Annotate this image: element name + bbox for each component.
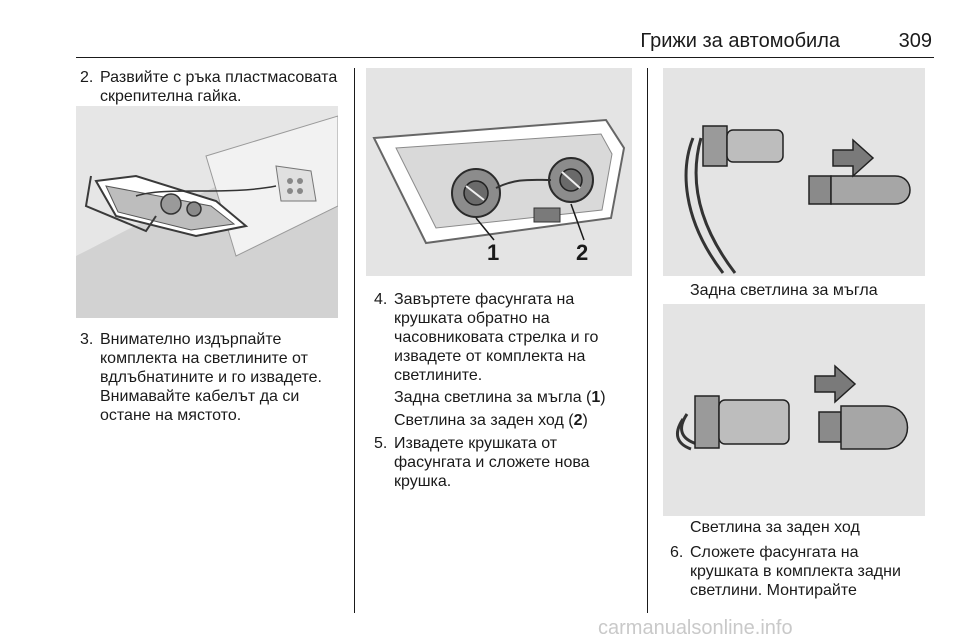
step-line: извадете от комплекта на xyxy=(394,348,586,365)
step-line: Сложете фасунгата на xyxy=(690,544,859,561)
bulb-sockets-illustration xyxy=(366,68,632,276)
step-line: Завъртете фасунгата на xyxy=(394,291,575,308)
reverse-light-reference xyxy=(394,411,644,430)
figure-label-1: 1 xyxy=(487,240,500,265)
header-divider xyxy=(76,57,934,58)
fog-light-reference xyxy=(394,388,644,407)
step-line: Извадете крушката от xyxy=(394,435,558,452)
taillight-removal-illustration xyxy=(76,106,338,318)
column-divider xyxy=(354,68,355,613)
fog-light-caption: Задна светлина за мъгла xyxy=(690,282,878,299)
step-number: 4. xyxy=(374,291,388,308)
step-number: 5. xyxy=(374,435,388,452)
fog-light-number: 1 xyxy=(591,389,601,406)
step-line: крушка. xyxy=(394,473,452,490)
step-number: 6. xyxy=(670,544,684,561)
fog-light-text: Задна светлина за мъгла ( xyxy=(394,389,592,406)
fog-light-end: ) xyxy=(600,389,606,406)
step-line: комплекта на светлините от xyxy=(100,350,308,367)
step-line: Внимавайте кабелът да си xyxy=(100,388,300,405)
reverse-bulb-illustration xyxy=(663,304,925,516)
step-line: Внимателно издърпайте xyxy=(100,331,282,348)
step-line: Развийте с ръка пластмасовата xyxy=(100,69,338,86)
fog-bulb-illustration xyxy=(663,68,925,276)
reverse-light-end: ) xyxy=(582,412,588,429)
page-number: 309 xyxy=(898,30,932,52)
step-line: остане на мястото. xyxy=(100,407,242,424)
step-line: светлините. xyxy=(394,367,483,384)
step-line: вдлъбнатините и го извадете. xyxy=(100,369,322,386)
step-line: скрепителна гайка. xyxy=(100,88,242,105)
figure-label-2: 2 xyxy=(576,240,589,265)
step-line: часовниковата стрелка и го xyxy=(394,329,599,346)
reverse-light-text: Светлина за заден ход ( xyxy=(394,412,574,429)
step-number: 2. xyxy=(80,69,94,86)
step-line: крушката обратно на xyxy=(394,310,550,327)
step-number: 3. xyxy=(80,331,94,348)
step-line: крушката в комплекта задни xyxy=(690,563,901,580)
page-title: Грижи за автомобила xyxy=(640,30,840,52)
step-line: светлини. Монтирайте xyxy=(690,582,857,599)
reverse-light-number: 2 xyxy=(573,412,583,429)
column-divider xyxy=(647,68,648,613)
watermark: carmanualsonline.info xyxy=(598,617,793,639)
step-line: фасунгата и сложете нова xyxy=(394,454,590,471)
reverse-light-caption: Светлина за заден ход xyxy=(690,519,860,536)
